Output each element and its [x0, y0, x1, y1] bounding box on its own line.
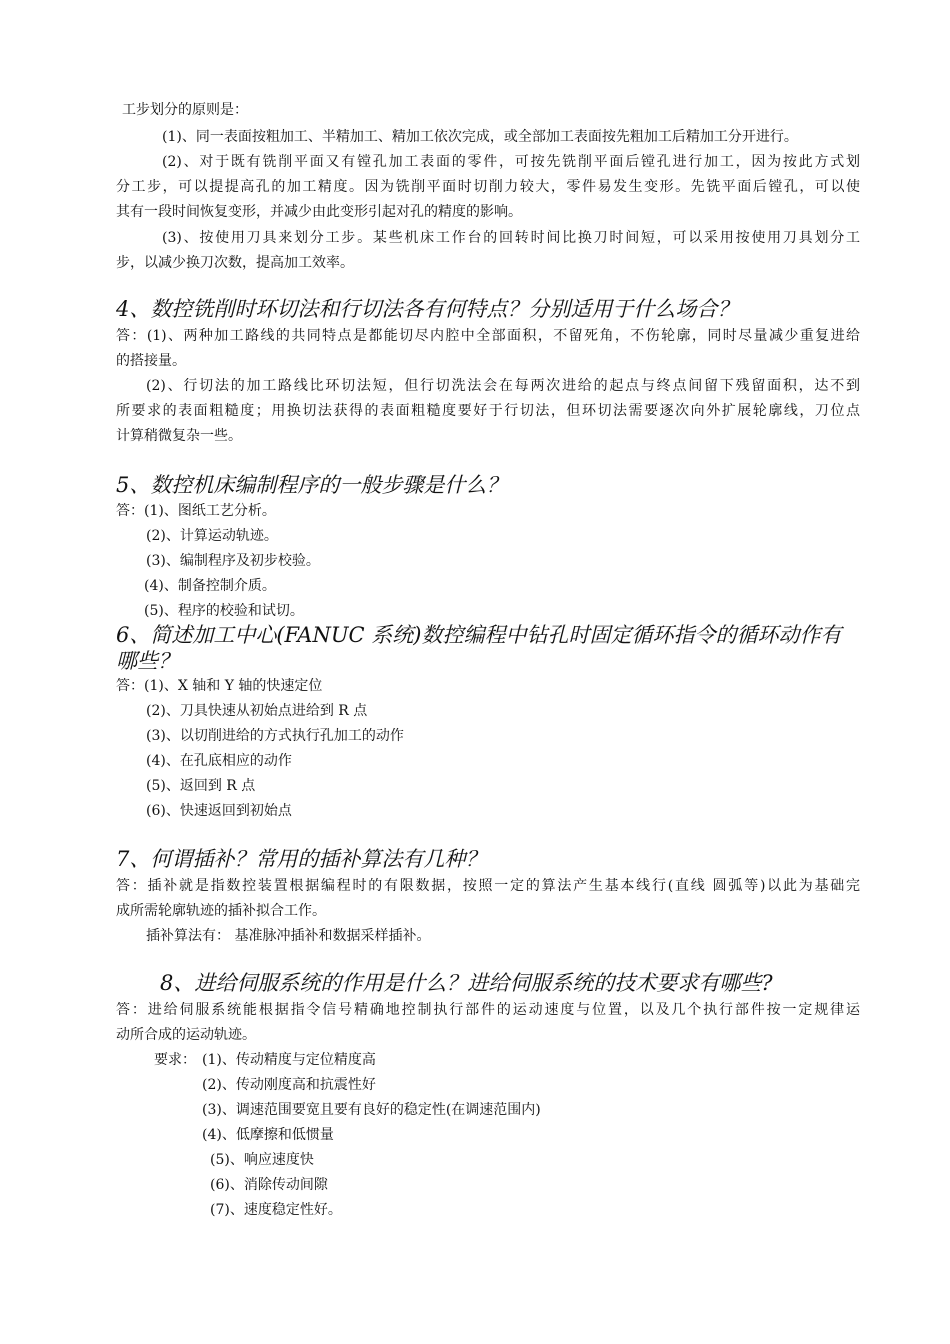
question-5-step: (2)、计算运动轨迹。 [146, 528, 278, 544]
question-7-heading: 7、何谓插补？常用的插补算法有几种？ [116, 847, 487, 871]
question-5-step: (4)、制备控制介质。 [144, 578, 276, 594]
question-8-requirement: (7)、速度稳定性好。 [210, 1202, 342, 1218]
intro-paragraph-1: (1)、同一表面按粗加工、半精加工、精加工依次完成，或全部加工表面按先粗加工后精加工分开进行。 [162, 129, 798, 145]
question-8-requirement: (2)、传动刚度高和抗震性好 [202, 1077, 376, 1093]
question-8-requirement: (5)、响应速度快 [210, 1152, 314, 1168]
question-6-action: (3)、以切削进给的方式执行孔加工的动作 [146, 728, 404, 744]
question-6-action: (4)、在孔底相应的动作 [146, 753, 292, 769]
question-4-answer-2-line-1: (2)、行切法的加工路线比环切法短，但行切洗法会在每两次进给的起点与终点间留下残留面积，达不到 [146, 378, 860, 394]
intro-paragraph-2-line-3: 其有一段时间恢复变形，并减少由此变形引起对孔的精度的影响。 [116, 204, 522, 220]
intro-title: 工步划分的原则是： [122, 102, 248, 118]
question-4-answer-1-line-2: 的搭接量。 [116, 353, 186, 369]
question-6-action: 答：(1)、X 轴和 Y 轴的快速定位 [116, 678, 323, 694]
question-7-answer-line-1: 答：插补就是指数控装置根据编程时的有限数据，按照一定的算法产生基本线行(直线 圆弧等)以此为基础完 [116, 878, 860, 894]
intro-paragraph-3-line-1: (3)、按使用刀具来划分工步。某些机床工作台的回转时间比换刀时间短，可以采用按使用刀具划分工 [162, 230, 860, 246]
question-8-answer-line-2: 动所合成的运动轨迹。 [116, 1027, 256, 1043]
question-8-requirement: (1)、传动精度与定位精度高 [202, 1052, 376, 1068]
question-8-requirement: (3)、调速范围要宽且要有良好的稳定性(在调速范围内) [202, 1102, 541, 1118]
question-4-heading: 4、数控铣削时环切法和行切法各有何特点？分别适用于什么场合？ [116, 297, 739, 321]
question-5-heading: 5、数控机床编制程序的一般步骤是什么？ [116, 473, 508, 497]
intro-paragraph-2-line-2: 分工步，可以提提高孔的加工精度。因为铣削平面时切削力较大，零件易发生变形。先铣平面后镗孔，可以使 [116, 179, 860, 195]
question-5-step: (5)、程序的校验和试切。 [144, 603, 304, 619]
question-6-heading-line-2: 哪些？ [116, 649, 179, 673]
question-7-answer-line-2: 成所需轮廓轨迹的插补拟合工作。 [116, 903, 326, 919]
question-8-answer-line-1: 答：进给伺服系统能根据指令信号精确地控制执行部件的运动速度与位置，以及几个执行部件按一定规律运 [116, 1002, 860, 1018]
question-6-action: (5)、返回到 R 点 [146, 778, 256, 794]
question-4-answer-2-line-2: 所要求的表面粗糙度；用换切法获得的表面粗糙度要好于行切法，但环切法需要逐次向外扩展轮廓线，刀位点 [116, 403, 860, 419]
question-8-requirement: (4)、低摩擦和低惯量 [202, 1127, 334, 1143]
question-8-heading: 8、进给伺服系统的作用是什么？进给伺服系统的技术要求有哪些? [160, 971, 773, 995]
question-6-action: (6)、快速返回到初始点 [146, 803, 292, 819]
intro-paragraph-2-line-1: (2)、对于既有铣削平面又有镗孔加工表面的零件，可按先铣削平面后镗孔进行加工，因为按此方式划 [162, 154, 860, 170]
question-5-step: (3)、编制程序及初步校验。 [146, 553, 320, 569]
question-6-heading-line-1: 6、简述加工中心(FANUC 系统)数控编程中钻孔时固定循环指令的循环动作有 [116, 623, 842, 647]
question-5-step: 答：(1)、图纸工艺分析。 [116, 503, 276, 519]
question-4-answer-2-line-3: 计算稍微复杂一些。 [116, 428, 242, 444]
question-6-action: (2)、刀具快速从初始点进给到 R 点 [146, 703, 368, 719]
question-7-answer-line-3: 插补算法有： 基准脉冲插补和数据采样插补。 [146, 928, 431, 944]
question-4-answer-1-line-1: 答：(1)、两种加工路线的共同特点是都能切尽内腔中全部面积，不留死角，不伤轮廓，同时尽量减少重复进给 [116, 328, 860, 344]
intro-paragraph-3-line-2: 步，以减少换刀次数，提高加工效率。 [116, 255, 354, 271]
question-8-requirements-label: 要求： [154, 1052, 196, 1068]
question-8-requirement: (6)、消除传动间隙 [210, 1177, 328, 1193]
